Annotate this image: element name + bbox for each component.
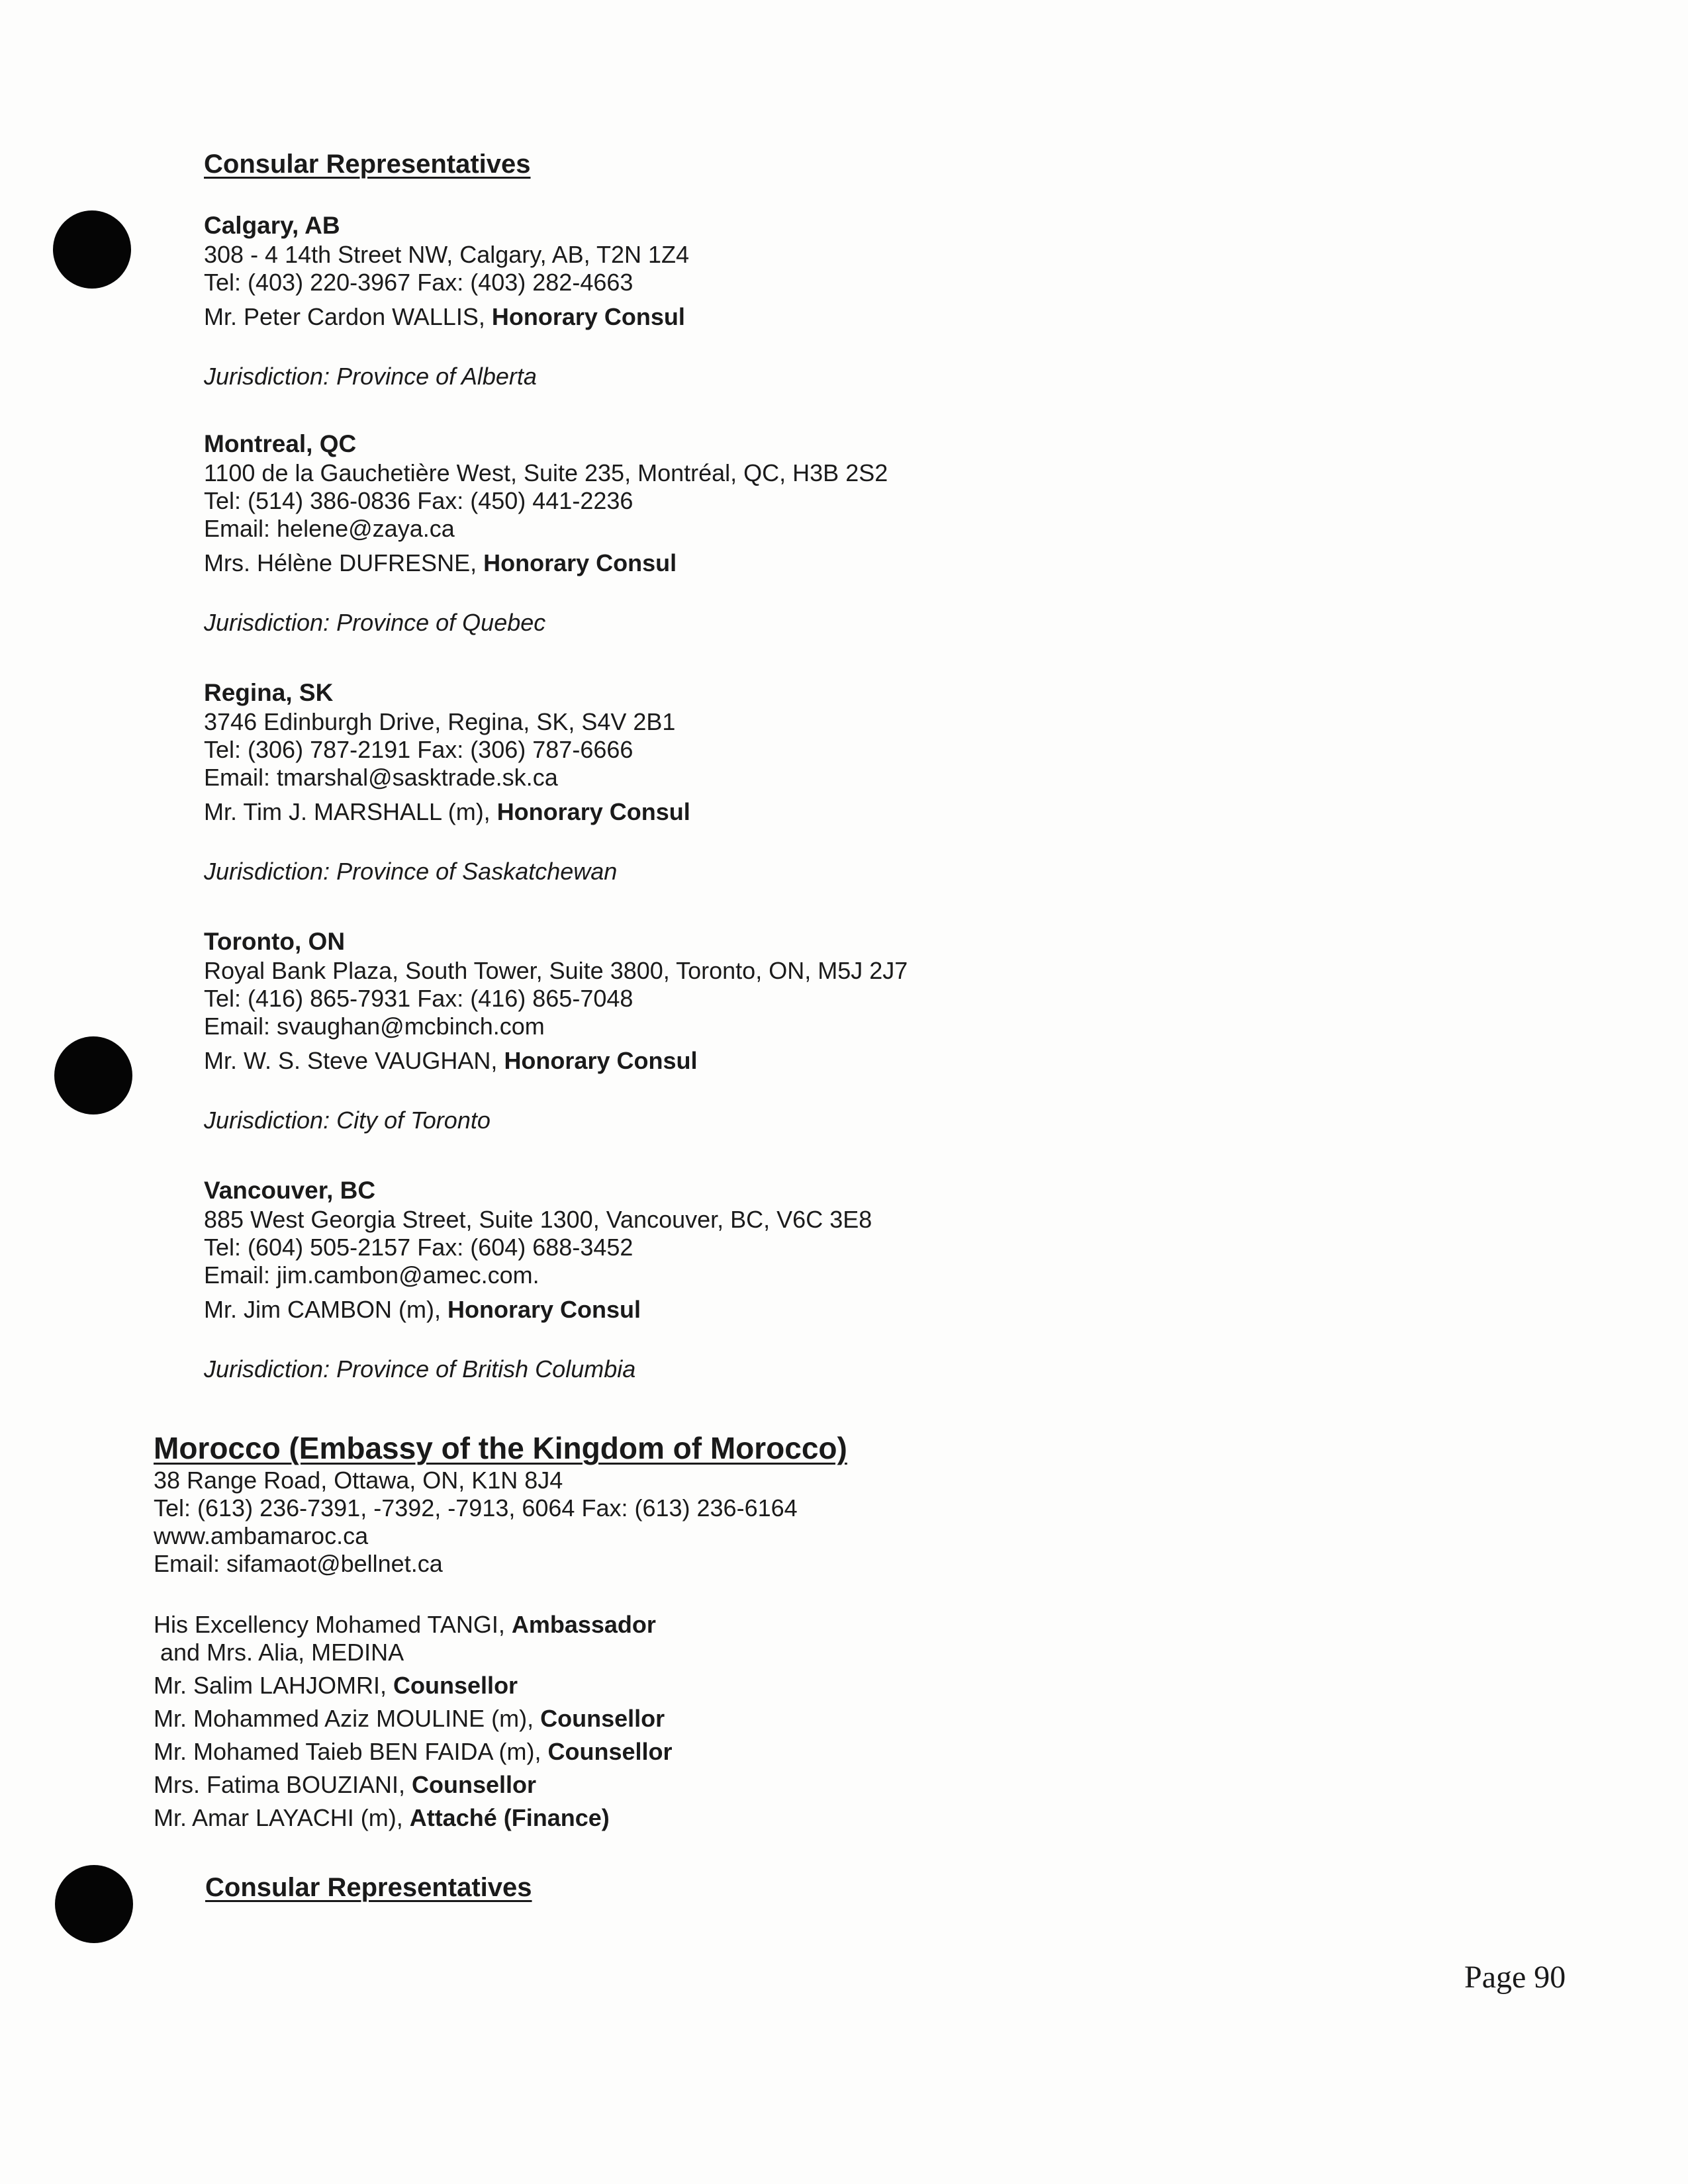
consulate-toronto [204, 927, 1462, 1134]
phone-line: Tel: (613) 236-7391, -7392, -7913, 6064 Fax: (613) 236-6164 [154, 1494, 798, 1522]
address-line: 1100 de la Gauchetière West, Suite 235, Montréal, QC, H3B 2S2 [204, 459, 888, 486]
email-line: Email: svaughan@mcbinch.com [204, 1013, 545, 1040]
consul-name: Mr. Tim J. MARSHALL (m), Honorary Consul [204, 798, 690, 825]
address-line: 885 West Georgia Street, Suite 1300, Vancouver, BC, V6C 3E8 [204, 1206, 872, 1233]
consulate-city: Vancouver, BC [204, 1177, 376, 1204]
consul-title: Honorary Consul [447, 1296, 641, 1323]
website-line: www.ambamaroc.ca [154, 1522, 369, 1549]
consul-name: Mr. Jim CAMBON (m), Honorary Consul [204, 1296, 641, 1323]
phone-line: Tel: (416) 865-7931 Fax: (416) 865-7048 [204, 985, 633, 1012]
phone-line: Tel: (306) 787-2191 Fax: (306) 787-6666 [204, 736, 633, 763]
email-line: Email: jim.cambon@amec.com. [204, 1261, 539, 1289]
jurisdiction: Jurisdiction: Province of British Columbia [204, 1355, 636, 1383]
page-number: Page 90 [1464, 1960, 1566, 1995]
email-line: Email: sifamaot@bellnet.ca [154, 1550, 443, 1577]
staff-title: Counsellor [393, 1672, 518, 1699]
consulate-city: Calgary, AB [204, 212, 340, 239]
consul-title: Honorary Consul [504, 1047, 698, 1074]
consular-representatives-heading-2: Consular Representatives [205, 1873, 532, 1902]
consulate-vancouver [204, 1175, 1462, 1383]
consulate-city: Regina, SK [204, 679, 334, 706]
ambassador-spouse: and Mrs. Alia, MEDINA [154, 1639, 404, 1666]
binder-hole-bottom [55, 1865, 133, 1943]
staff-member: Mr. Mohamed Taieb BEN FAIDA (m), Counsellor [154, 1738, 673, 1765]
consul-title: Honorary Consul [491, 303, 685, 330]
staff-member: Mr. Amar LAYACHI (m), Attaché (Finance) [154, 1804, 610, 1831]
consul-name: Mr. Peter Cardon WALLIS, Honorary Consul [204, 303, 685, 330]
ambassador-line: His Excellency Mohamed TANGI, Ambassador [154, 1611, 656, 1638]
consul-title: Honorary Consul [483, 549, 677, 576]
consulate-regina [204, 678, 1462, 886]
phone-line: Tel: (514) 386-0836 Fax: (450) 441-2236 [204, 487, 633, 514]
staff-member: Mr. Salim LAHJOMRI, Counsellor [154, 1672, 518, 1699]
email-line: Email: helene@zaya.ca [204, 515, 455, 542]
ambassador-title: Ambassador [511, 1611, 656, 1638]
consular-representatives-heading: Consular Representatives [204, 150, 531, 179]
email-line: Email: tmarshal@sasktrade.sk.ca [204, 764, 558, 791]
address-line: 308 - 4 14th Street NW, Calgary, AB, T2N 1Z4 [204, 241, 690, 268]
staff-member: Mr. Mohammed Aziz MOULINE (m), Counsellor [154, 1705, 665, 1732]
phone-line: Tel: (604) 505-2157 Fax: (604) 688-3452 [204, 1234, 633, 1261]
jurisdiction: Jurisdiction: Province of Alberta [204, 363, 537, 390]
embassy-title: Morocco (Embassy of the Kingdom of Morocco) [154, 1431, 847, 1465]
staff-title: Attaché (Finance) [409, 1804, 610, 1831]
consulate-montreal [204, 429, 1462, 637]
consulate-calgary [204, 210, 1462, 390]
consul-name: Mr. W. S. Steve VAUGHAN, Honorary Consul [204, 1047, 698, 1074]
jurisdiction: Jurisdiction: City of Toronto [204, 1107, 491, 1134]
jurisdiction: Jurisdiction: Province of Quebec [204, 609, 546, 636]
staff-member: Mrs. Fatima BOUZIANI, Counsellor [154, 1771, 537, 1798]
consulate-city: Toronto, ON [204, 928, 346, 955]
staff-title: Counsellor [540, 1705, 665, 1732]
staff-title: Counsellor [547, 1738, 673, 1765]
binder-hole-middle [54, 1036, 132, 1115]
embassy-morocco [154, 1430, 1544, 1832]
address-line: Royal Bank Plaza, South Tower, Suite 3800, Toronto, ON, M5J 2J7 [204, 957, 908, 984]
binder-hole-top [53, 210, 131, 289]
staff-title: Counsellor [412, 1771, 537, 1798]
consul-name: Mrs. Hélène DUFRESNE, Honorary Consul [204, 549, 677, 576]
jurisdiction: Jurisdiction: Province of Saskatchewan [204, 858, 618, 885]
address-line: 3746 Edinburgh Drive, Regina, SK, S4V 2B1 [204, 708, 676, 735]
address-line: 38 Range Road, Ottawa, ON, K1N 8J4 [154, 1467, 563, 1494]
consulate-city: Montreal, QC [204, 430, 357, 457]
consul-title: Honorary Consul [496, 798, 690, 825]
phone-line: Tel: (403) 220-3967 Fax: (403) 282-4663 [204, 269, 633, 296]
